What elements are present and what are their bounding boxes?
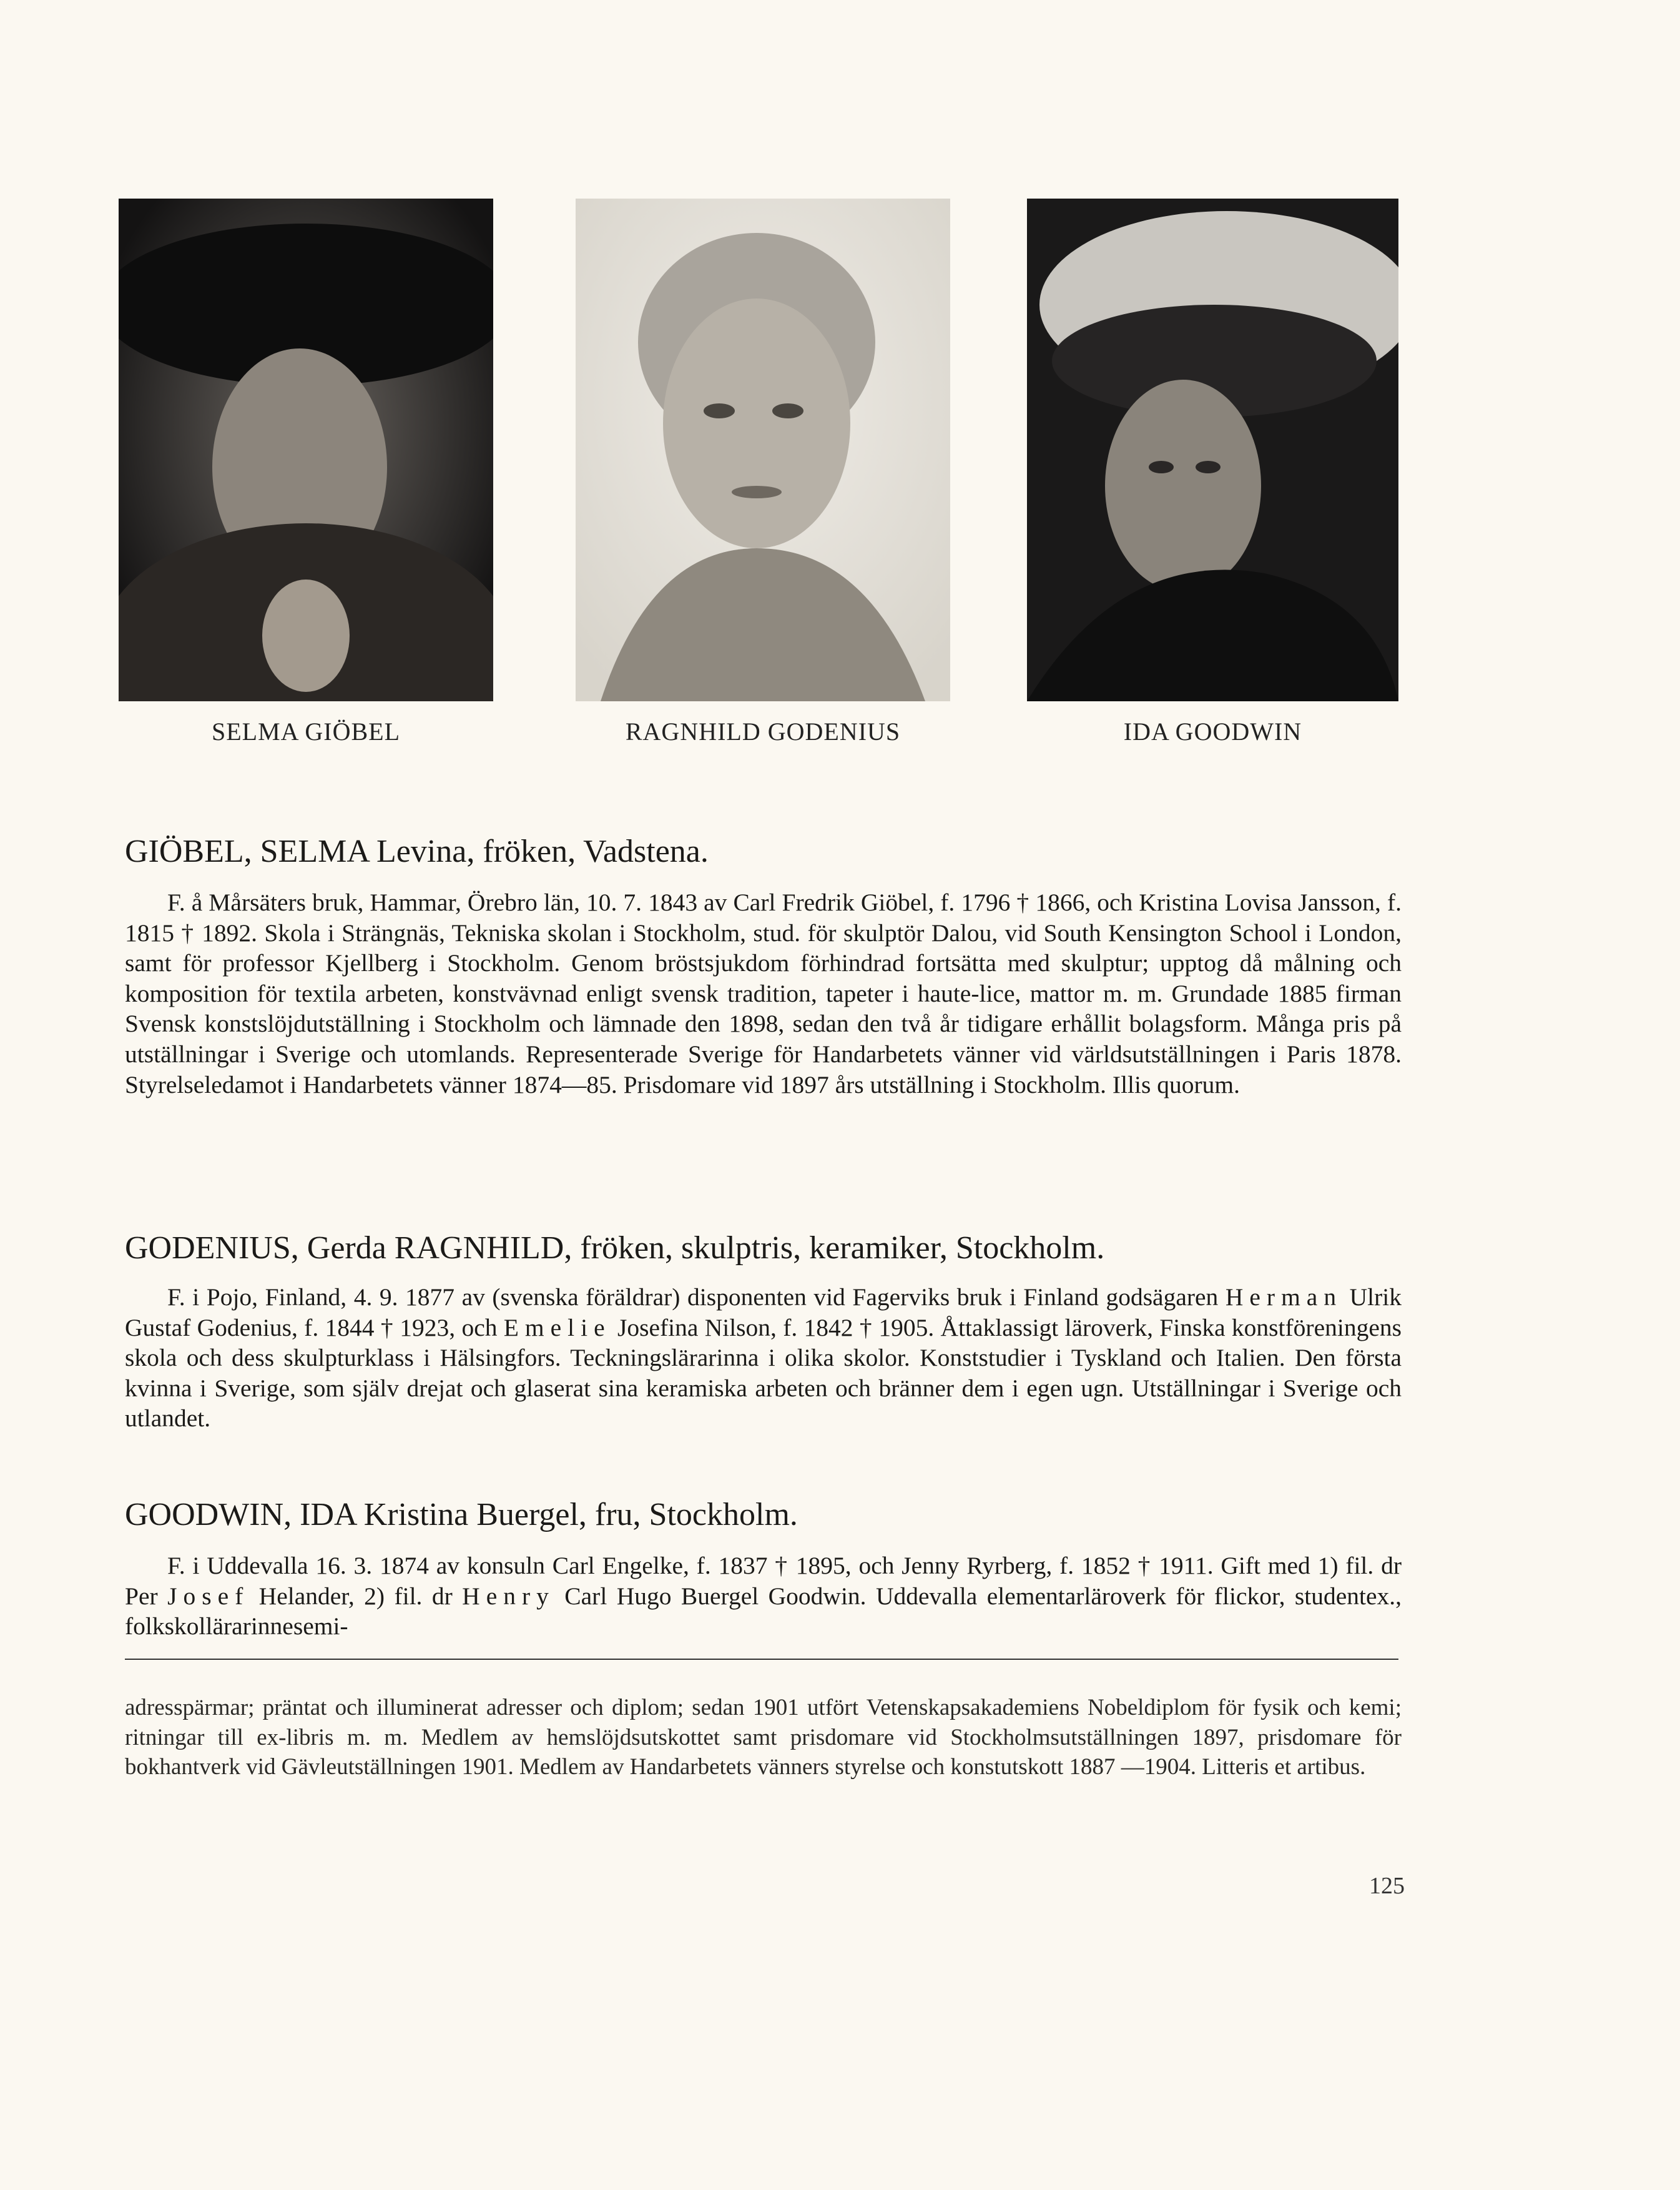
portrait-caption: IDA GOODWIN — [1123, 718, 1302, 746]
portrait-ida-goodwin — [1027, 199, 1398, 701]
page-number: 125 — [1369, 1873, 1405, 1899]
entry-name-rest: Levina, fröken, Vadstena. — [368, 834, 709, 869]
entry-body-goodwin — [125, 1551, 1402, 1642]
entry-name-rest: Kristina Buergel, fru, Stockholm. — [355, 1497, 798, 1532]
portrait-caption: RAGNHILD GODENIUS — [625, 718, 901, 746]
entry-text: F. i Pojo, Finland, 4. 9. 1877 av (svenska föräldrar) disponenten vid Fagerviks bruk i Finland godsägaren — [167, 1283, 1226, 1311]
entry-heading-godenius — [125, 1230, 1423, 1266]
entry-surname: GODENIUS, — [125, 1230, 299, 1266]
entry-heading-goodwin — [125, 1496, 1423, 1533]
entry-spaced-name: Josef — [167, 1582, 250, 1610]
portrait-caption: SELMA GIÖBEL — [212, 718, 400, 746]
portrait-ida-image — [1027, 199, 1398, 701]
entry-spaced-name: Henry — [462, 1582, 555, 1610]
entry-text: F. i Uddevalla 16. 3. 1874 av konsuln Carl Engelke, f. 1837 † 1895, och Jenny Ryrberg, f. 1852 † 1911. Gift med 1) fil. dr Per — [125, 1552, 1402, 1610]
portrait-selma-giobel — [119, 199, 493, 701]
entry-text: Ulrik Gustaf Godenius, f. 1844 † 1923, och — [125, 1283, 1402, 1341]
footnote-divider — [125, 1659, 1398, 1660]
entry-spaced-name: Herman — [1225, 1283, 1343, 1311]
entry-body-godenius — [125, 1282, 1402, 1434]
entry-heading-giobel — [125, 833, 1423, 870]
entry-name-rest: fröken, skulptris, keramiker, Stockholm. — [572, 1230, 1105, 1266]
entry-body-giobel: F. å Mårsäters bruk, Hammar, Örebro län, 10. 7. 1843 av Carl Fredrik Giöbel, f. 1796 † 1866, och Kristina Lovisa Jansson, f. 1815 † 1892. Skola i Strängnäs, Tekniska skolan i Stockholm, stud. för skulptör Dalou, vid South Kensington School i London, samt för professor Kjellberg i Stockholm. Genom bröstsjukdom förhindrad fortsätta med skulptur; upptog då målning och komposition för textila arbeten, konstvävnad enligt svensk tradition, tapeter i haute-lice, mattor m. m. Grundade 1885 firman Svensk konstslöjdutställning i Stockholm och lämnade den 1898, sedan den två år tidigare erhållit bolagsform. Många pris på utställningar i Sverige och utomlands. Representerade Sverige för Handarbetets vänner vid världsutställningen i Paris 1878. Styrelseledamot i Handarbetets vänner 1874—85. Prisdomare vid 1897 års utställning i Stockholm. Illis quorum. — [125, 889, 1402, 1098]
entry-spaced-name: Emelie — [503, 1313, 611, 1341]
portrait-ragnhild-godenius — [576, 199, 950, 701]
entry-text: Carl Hugo Buergel Goodwin. Uddevalla elementarläroverk för flickor, studentex., folkskollärarinnesemi- — [125, 1582, 1402, 1640]
portrait-selma-image — [119, 199, 493, 701]
entry-text: Helander, 2) fil. dr — [249, 1582, 463, 1610]
entry-text: Josefina Nilson, f. 1842 † 1905. Åttaklassigt läroverk, Finska konstföreningens skola och dess skulpturklass i Hälsingfors. Teckningslärarinna i olika skolor. Konststudier i Tyskland och Italien. Den första kvinna i Sverige, som själv drejat och glaserat sina keramiska arbeten och bränner dem i egen ugn. Utställningar i Sverige och utlandet. — [125, 1313, 1402, 1433]
entry-given-name: Gerda — [298, 1230, 395, 1266]
portrait-ragnhild-image — [576, 199, 950, 701]
footnote-continuation: adresspärmar; präntat och illuminerat adresser och diplom; sedan 1901 utfört Vetenskapsakademiens Nobeldiplom för fysik och kemi; ritningar till ex-libris m. m. Medlem av hemslöjdsutskottet samt prisdomare vid Stockholmsutställningen 1897, prisdomare för bokhantverk vid Gävleutställningen 1901. Medlem av Handarbetets vänners styrelse och konstutskott 1887 —1904. Litteris et artibus. — [125, 1695, 1402, 1780]
entry-call-name: RAGNHILD, — [394, 1230, 572, 1266]
entry-name: GOODWIN, IDA — [125, 1497, 356, 1532]
entry-name: GIÖBEL, SELMA — [125, 834, 368, 869]
